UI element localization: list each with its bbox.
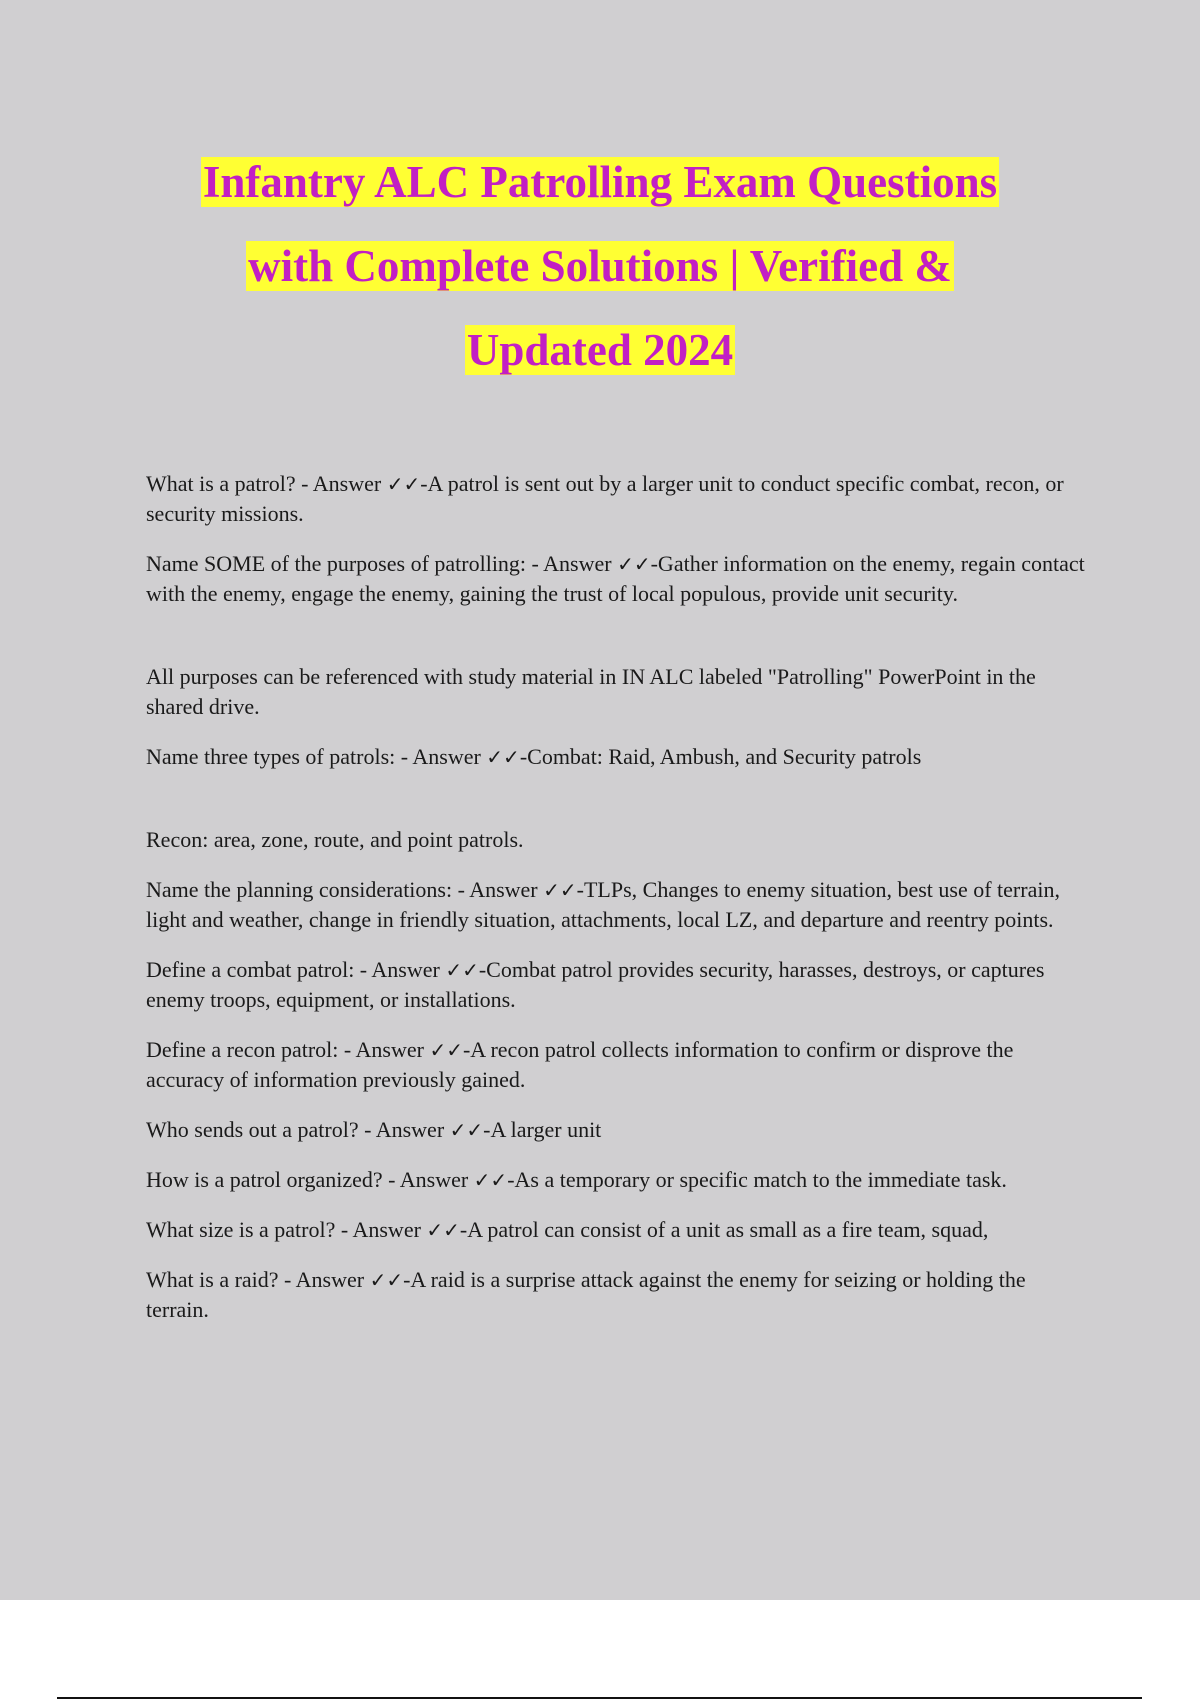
qa-entry <box>146 875 1091 935</box>
question: What is a raid? - Answer <box>146 1267 370 1292</box>
question: Define a combat patrol: - Answer <box>146 957 446 982</box>
answer: -As a temporary or specific match to the immediate task. <box>507 1167 1007 1192</box>
question: What is a patrol? - Answer <box>146 471 387 496</box>
answer: -Combat: Raid, Ambush, and Security patrols <box>519 744 922 769</box>
question: Define a recon patrol: - Answer <box>146 1037 430 1062</box>
double-check-icon: ✓✓ <box>543 878 577 902</box>
answer: -A patrol is sent out by a larger unit to conduct specific combat, recon, or security missions. <box>146 471 1064 526</box>
answer-continuation: All purposes can be referenced with study material in IN ALC labeled "Patrolling" PowerPoint in the shared drive. <box>146 664 1036 719</box>
question: Name the planning considerations: - Answer <box>146 877 544 902</box>
answer: -A recon patrol collects information to confirm or disprove the accuracy of information previously gained. <box>146 1037 1014 1092</box>
qa-entry <box>146 955 1091 1015</box>
question: Name three types of patrols: - Answer <box>146 744 487 769</box>
qa-entry <box>146 1115 1091 1145</box>
double-check-icon: ✓✓ <box>449 1118 484 1142</box>
qa-entry <box>146 1215 1091 1245</box>
title-line-1: Infantry ALC Patrolling Exam Questions <box>202 157 998 207</box>
double-check-icon: ✓✓ <box>386 472 421 496</box>
answer: -TLPs, Changes to enemy situation, best use of terrain, light and weather, change in friendly situation, attachments, local LZ, and departure and reentry points. <box>146 877 1060 932</box>
double-check-icon: ✓✓ <box>486 745 520 769</box>
qa-entry <box>146 1265 1091 1325</box>
qa-entry <box>146 742 1091 772</box>
double-check-icon: ✓✓ <box>617 552 651 576</box>
question: What size is a patrol? - Answer <box>146 1217 427 1242</box>
document-title <box>0 140 1200 392</box>
answer: -Combat patrol provides security, harasses, destroys, or captures enemy troops, equipment, or installations. <box>146 957 1045 1012</box>
title-line-3: Updated 2024 <box>466 325 734 375</box>
answer: -A raid is a surprise attack against the enemy for seizing or holding the terrain. <box>146 1267 1026 1322</box>
answer: -A patrol can consist of a unit as small as a fire team, squad, <box>459 1217 989 1242</box>
question: How is a patrol organized? - Answer <box>146 1167 474 1192</box>
question: Who sends out a patrol? - Answer <box>146 1117 450 1142</box>
double-check-icon: ✓✓ <box>473 1168 508 1192</box>
answer: -A larger unit <box>483 1117 602 1142</box>
qa-list <box>146 469 1091 1325</box>
qa-entry <box>146 1035 1091 1095</box>
qa-entry <box>146 549 1091 609</box>
qa-entry <box>146 469 1091 529</box>
title-line-2: with Complete Solutions | Verified & <box>248 241 952 291</box>
double-check-icon: ✓✓ <box>445 958 479 982</box>
answer-continuation: Recon: area, zone, route, and point patrols. <box>146 827 524 852</box>
qa-entry <box>146 1165 1091 1195</box>
answer: -Gather information on the enemy, regain contact with the enemy, engage the enemy, gaining the trust of local populous, provide unit security. <box>146 551 1085 606</box>
double-check-icon: ✓✓ <box>426 1218 460 1242</box>
question: Name SOME of the purposes of patrolling: - Answer <box>146 551 618 576</box>
double-check-icon: ✓✓ <box>369 1268 404 1292</box>
footer-divider <box>57 1697 1142 1699</box>
double-check-icon: ✓✓ <box>429 1038 463 1062</box>
